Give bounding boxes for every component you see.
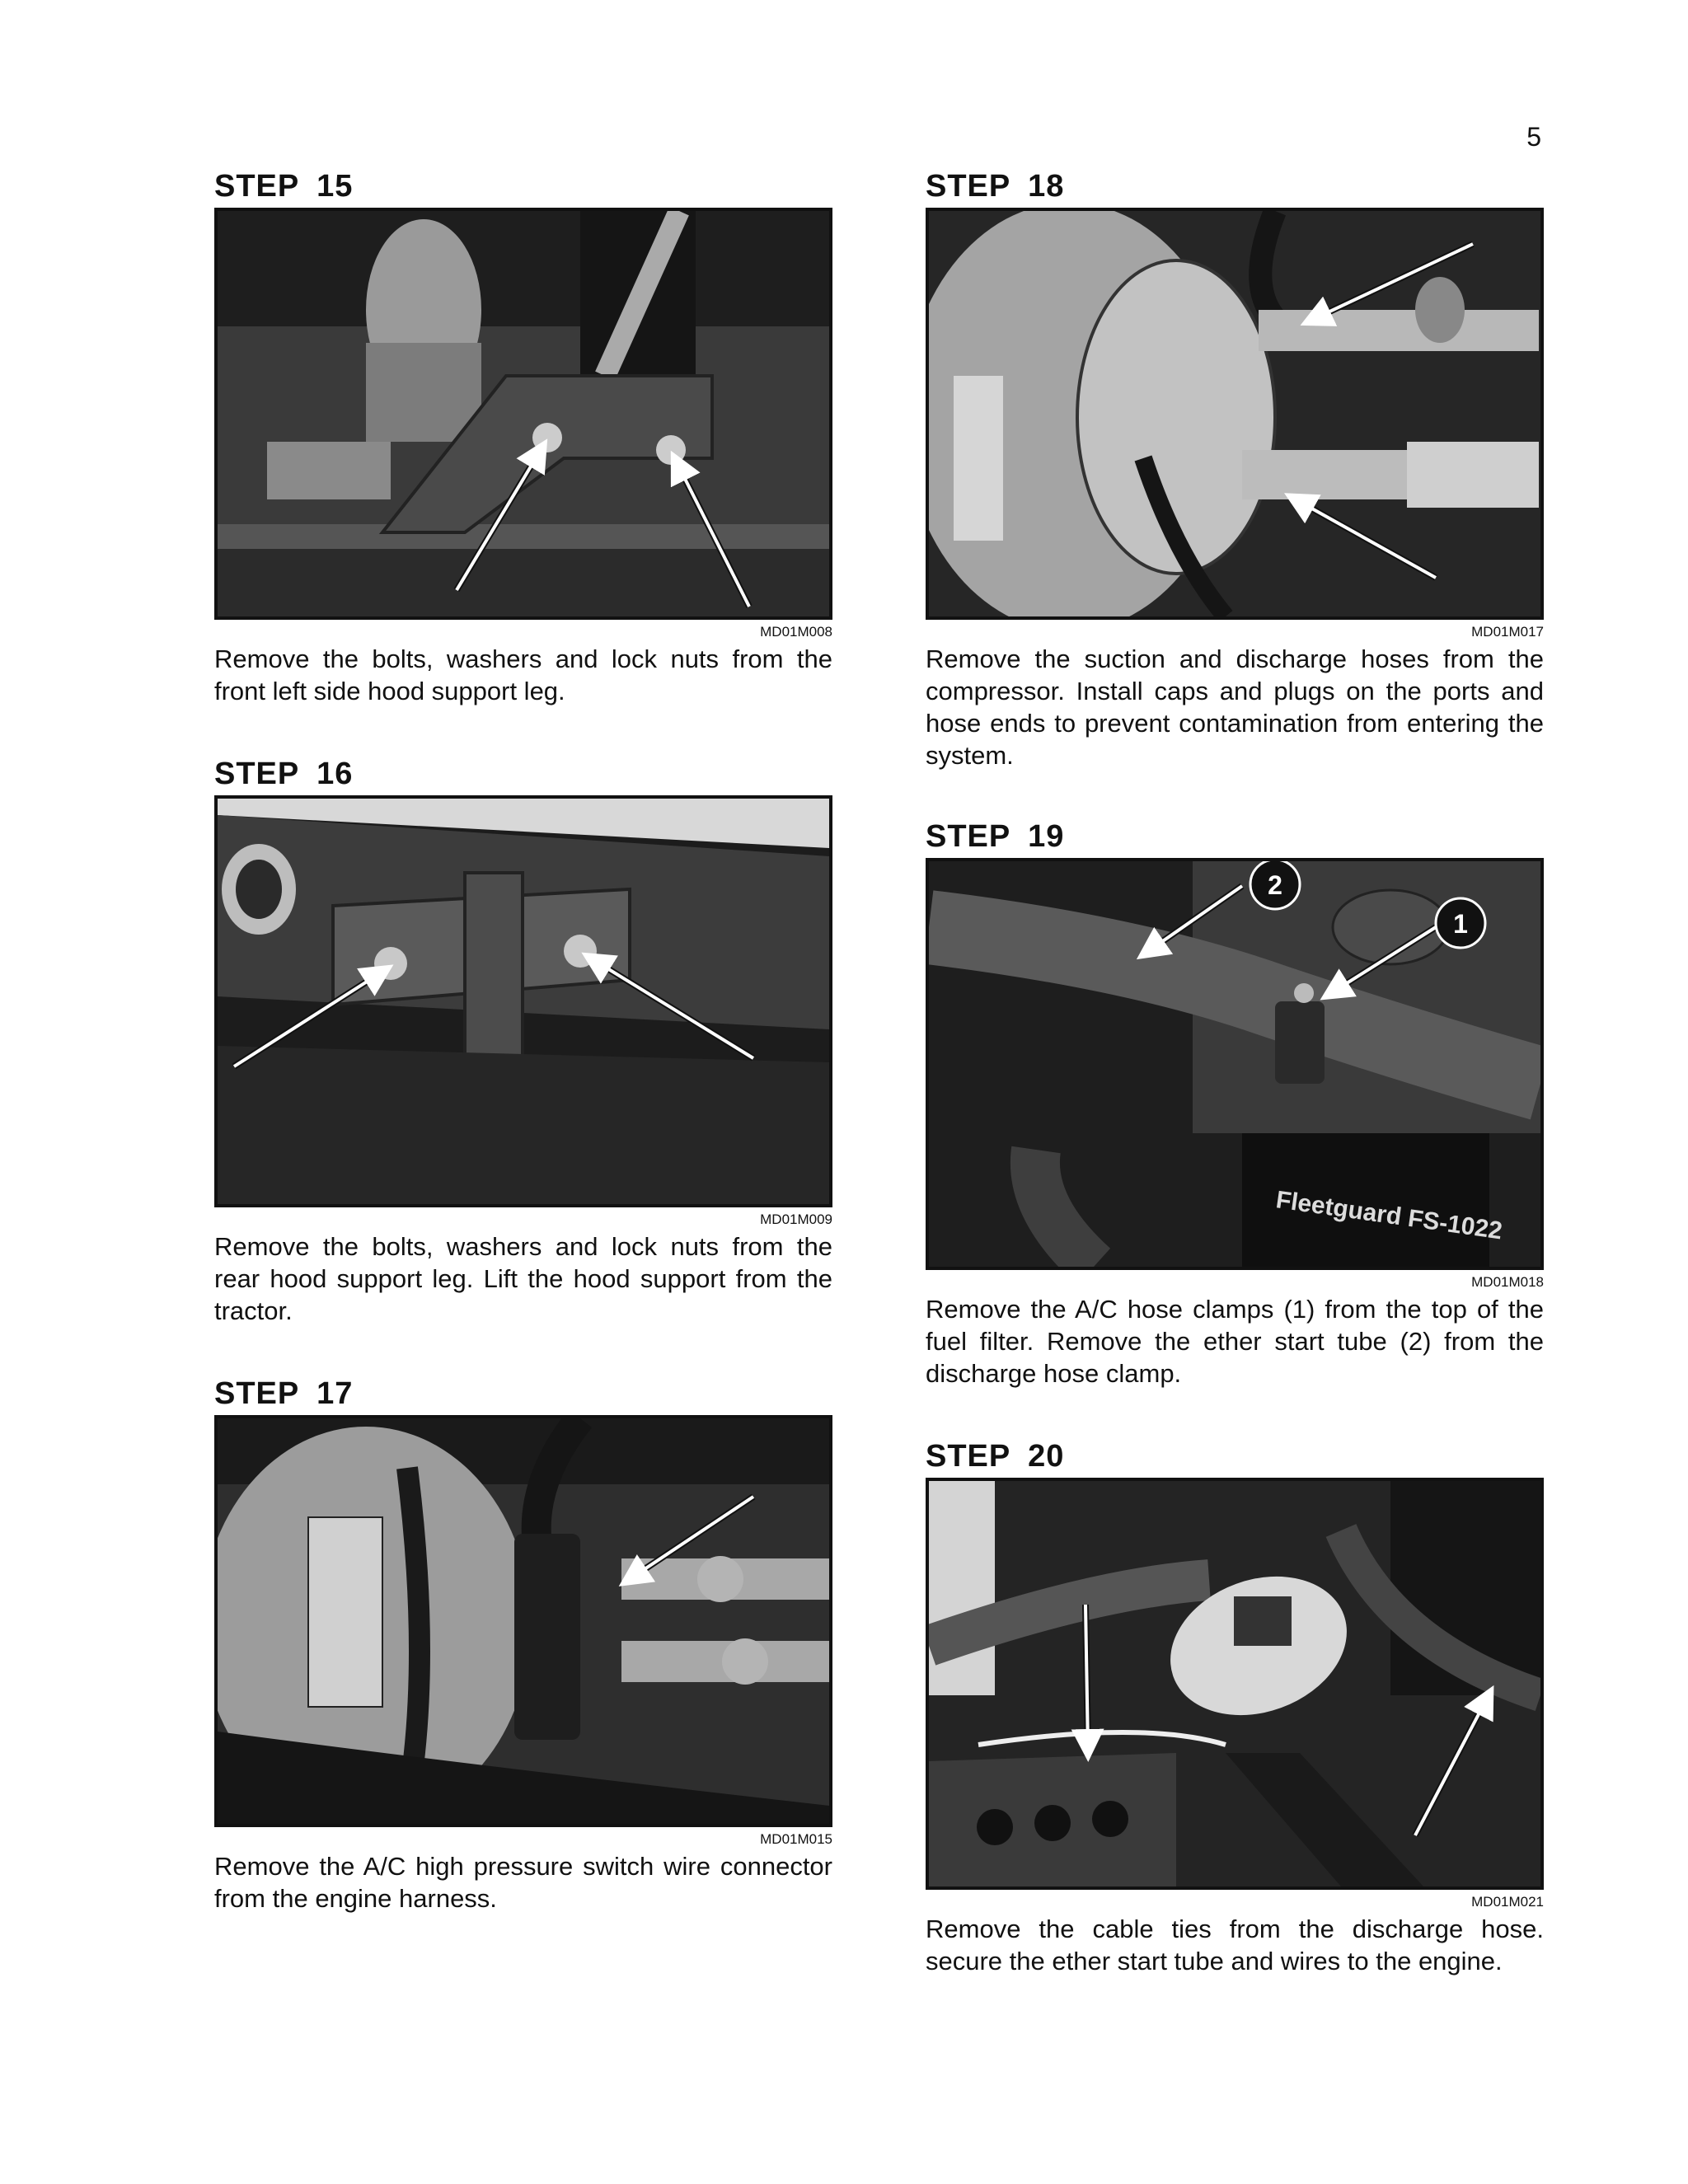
step-15-photo [214, 208, 832, 620]
step-16-photo [214, 795, 832, 1207]
step-16 [214, 752, 832, 1327]
callout-1: 1 [1453, 909, 1468, 939]
step-title: STEP 15 [214, 169, 354, 204]
step-description: Remove the cable ties from the discharge hose. secure the ether start tube and wires to the engine. [926, 1915, 1544, 1975]
step-description: Remove the A/C high pressure switch wire connector from the engine harness. [214, 1852, 832, 1913]
step-20 [926, 1435, 1544, 1977]
step-title: STEP 16 [214, 757, 354, 791]
step-title: STEP 19 [926, 819, 1065, 854]
image-code: MD01M017 [1471, 624, 1544, 640]
image-code: MD01M018 [1471, 1274, 1544, 1290]
step-18 [926, 165, 1544, 771]
step-15 [214, 165, 832, 707]
callout-2: 2 [1268, 870, 1282, 900]
image-code: MD01M009 [760, 1212, 832, 1227]
step-title: STEP 20 [926, 1439, 1065, 1474]
step-description: Remove the A/C hose clamps (1) from the top of the fuel filter. Remove the ether start tube (2) from the discharge hose clamp. [926, 1295, 1544, 1388]
step-17-photo [214, 1415, 832, 1827]
step-title: STEP 17 [214, 1376, 354, 1411]
step-description: Remove the bolts, washers and lock nuts from the front left side hood support leg. [214, 644, 832, 705]
image-code: MD01M021 [1471, 1894, 1544, 1910]
image-code: MD01M008 [760, 624, 832, 640]
photo-label: Fleetguard FS-1022 [1274, 1186, 1504, 1245]
hood-leg-photo-illustration [218, 799, 829, 1204]
step-17 [214, 1372, 832, 1915]
image-code: MD01M015 [760, 1831, 832, 1847]
step-description: Remove the bolts, washers and lock nuts from the rear hood support leg. Lift the hood support from the tractor. [214, 1232, 832, 1325]
connector-photo-illustration [218, 1418, 829, 1824]
bolts-photo-illustration [218, 211, 829, 616]
step-18-photo [926, 208, 1544, 620]
page-number: 5 [1526, 122, 1541, 152]
step-20-photo [926, 1478, 1544, 1890]
cable-ties-photo-illustration [929, 1481, 1540, 1886]
step-description: Remove the suction and discharge hoses from the compressor. Install caps and plugs on the ports and hose ends to prevent contamination from entering the system. [926, 644, 1544, 770]
step-title: STEP 18 [926, 169, 1065, 204]
compressor-photo-illustration [929, 211, 1540, 616]
step-19-photo [926, 858, 1544, 1270]
step-19 [926, 815, 1544, 1390]
hose-clamp-photo-illustration [929, 861, 1540, 1267]
